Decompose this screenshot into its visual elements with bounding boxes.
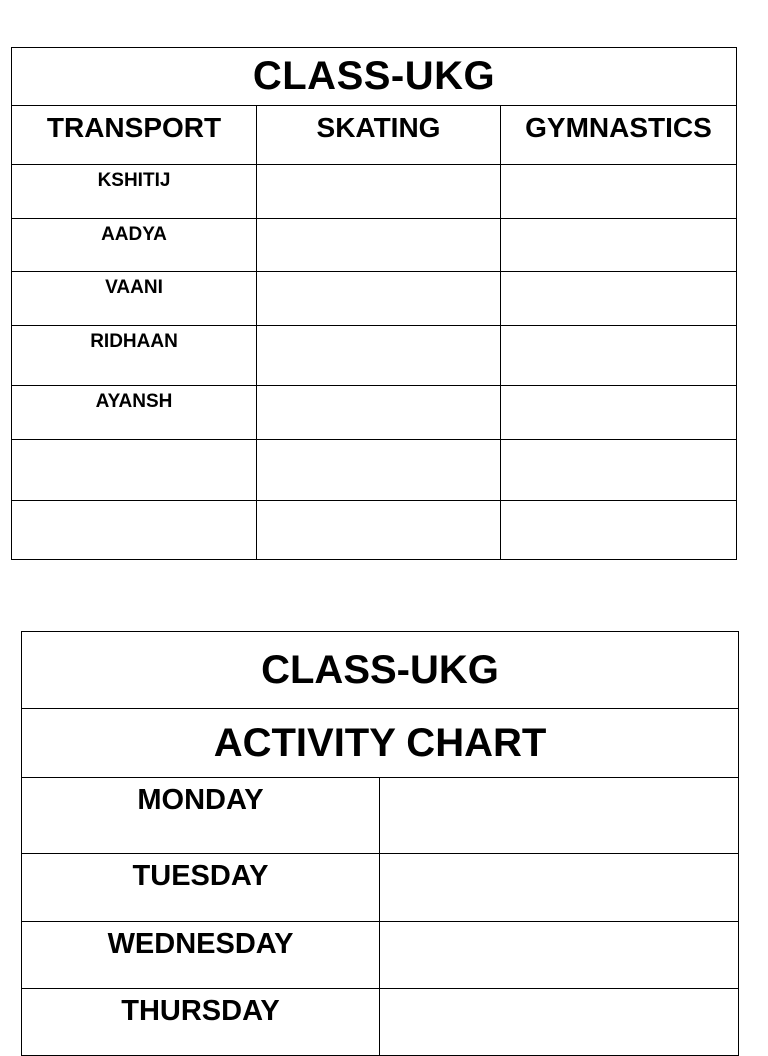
skating-cell	[257, 326, 501, 386]
skating-cell	[257, 501, 501, 560]
activity-chart-table	[21, 631, 739, 1056]
day-label: THURSDAY	[22, 989, 380, 1056]
skating-cell	[257, 272, 501, 326]
gymnastics-cell	[501, 326, 737, 386]
table-row	[12, 326, 737, 386]
table-row	[12, 219, 737, 272]
table-row	[12, 440, 737, 501]
skating-cell	[257, 219, 501, 272]
day-label: MONDAY	[22, 778, 380, 854]
gymnastics-cell	[501, 386, 737, 440]
gymnastics-cell	[501, 165, 737, 219]
activity-cell	[380, 854, 739, 922]
table-row	[12, 272, 737, 326]
skating-cell	[257, 165, 501, 219]
skating-cell	[257, 386, 501, 440]
table-row	[22, 922, 739, 989]
day-label: TUESDAY	[22, 854, 380, 922]
student-name: AYANSH	[12, 386, 257, 440]
gymnastics-cell	[501, 272, 737, 326]
activity-cell	[380, 922, 739, 989]
student-name: AADYA	[12, 219, 257, 272]
activity-chart-heading: ACTIVITY CHART	[22, 709, 739, 778]
column-header-skating: SKATING	[257, 106, 501, 165]
student-name: RIDHAAN	[12, 326, 257, 386]
table-row	[22, 778, 739, 854]
student-name: KSHITIJ	[12, 165, 257, 219]
gymnastics-cell	[501, 219, 737, 272]
student-name: VAANI	[12, 272, 257, 326]
gymnastics-cell	[501, 501, 737, 560]
skating-cell	[257, 440, 501, 501]
student-name	[12, 501, 257, 560]
table-row	[12, 501, 737, 560]
column-header-gymnastics: GYMNASTICS	[501, 106, 737, 165]
activity-cell	[380, 989, 739, 1056]
table-row	[12, 165, 737, 219]
column-header-transport: TRANSPORT	[12, 106, 257, 165]
activity-cell	[380, 778, 739, 854]
student-name	[12, 440, 257, 501]
activity-table-title: CLASS-UKG	[22, 632, 739, 709]
table-row	[22, 989, 739, 1056]
table-row	[12, 386, 737, 440]
day-label: WEDNESDAY	[22, 922, 380, 989]
transport-table-title: CLASS-UKG	[12, 48, 737, 106]
transport-table	[11, 47, 737, 560]
table-row	[22, 854, 739, 922]
gymnastics-cell	[501, 440, 737, 501]
